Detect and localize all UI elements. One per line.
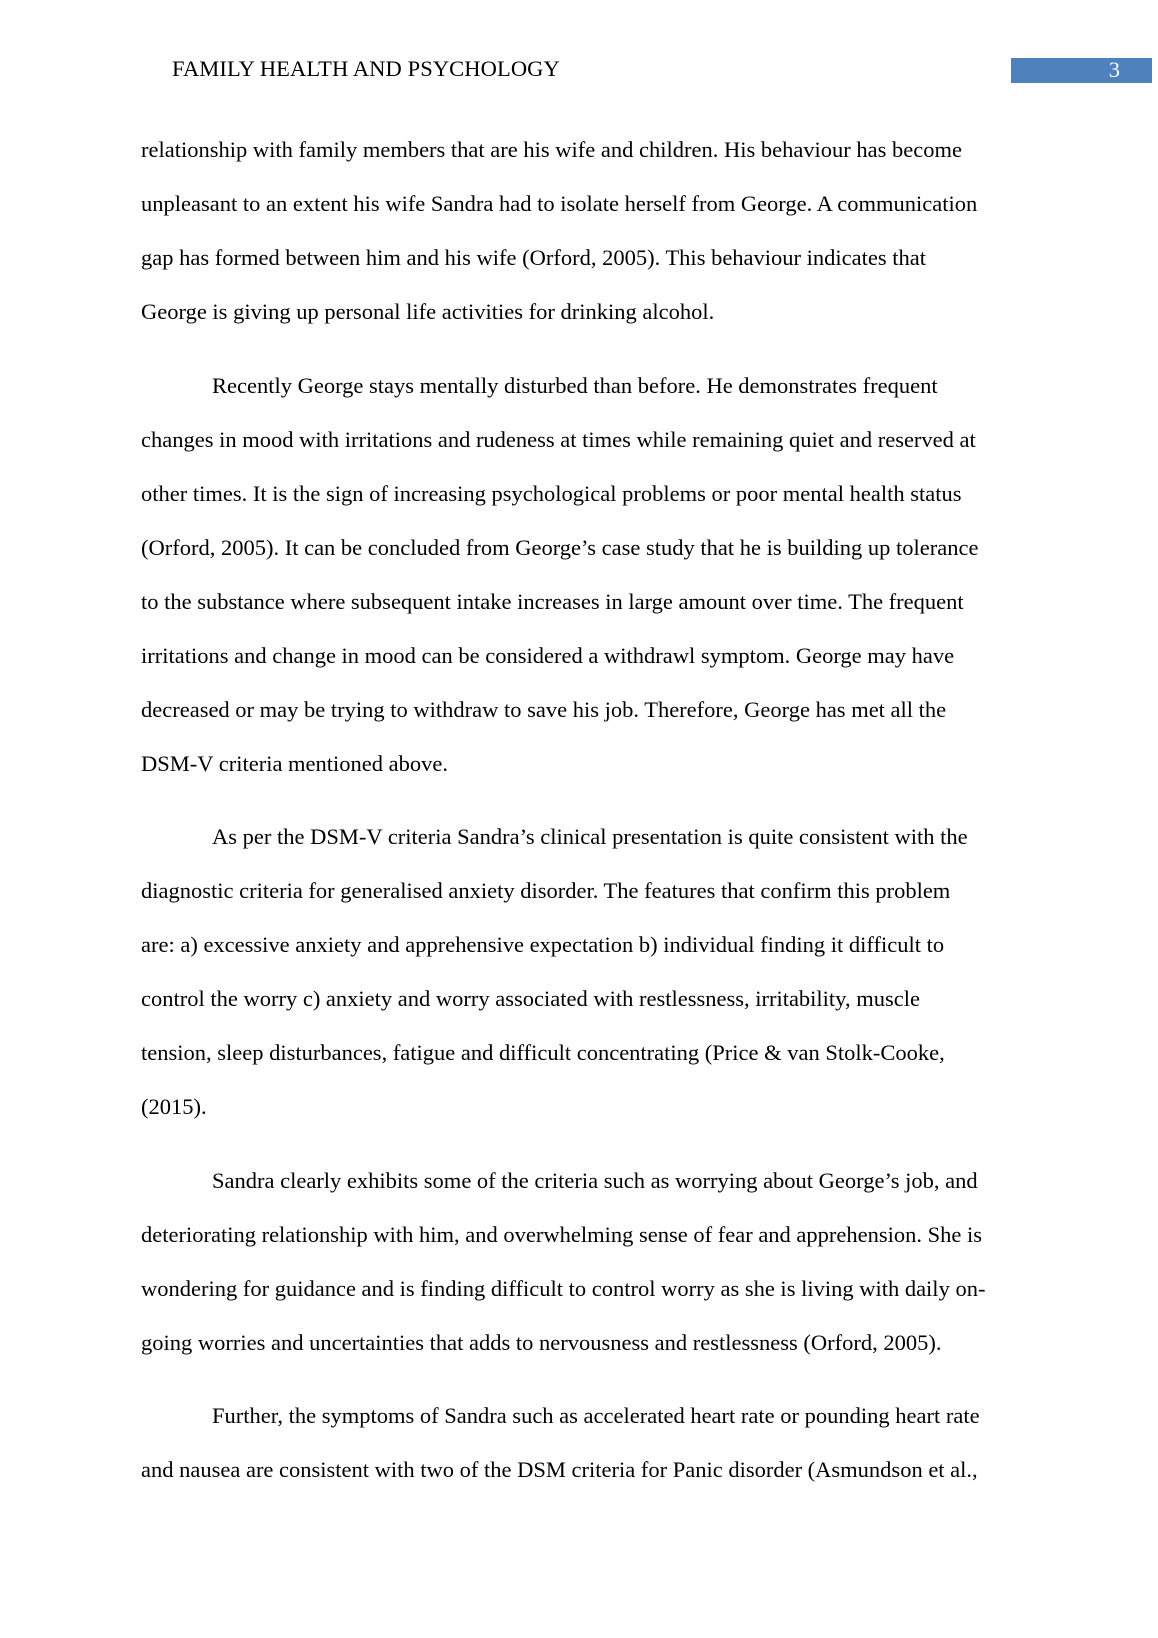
paragraph-1: [141, 135, 1041, 351]
text-line: relationship with family members that are his wife and children. His behaviour has become: [141, 137, 963, 162]
text-line: unpleasant to an extent his wife Sandra had to isolate herself from George. A communication: [141, 191, 978, 216]
page-number: 3: [1108, 57, 1120, 82]
text-line: (2015).: [141, 1094, 207, 1119]
text-line: decreased or may be trying to withdraw to save his job. Therefore, George has met all the: [141, 696, 947, 722]
text-line: diagnostic criteria for generalised anxiety disorder. The features that confirm this problem: [141, 878, 951, 903]
text-line: to the substance where subsequent intake increases in large amount over time. The frequent: [141, 588, 964, 614]
running-head-title: FAMILY HEALTH AND PSYCHOLOGY: [172, 56, 560, 81]
text-line: control the worry c) anxiety and worry associated with restlessness, irritability, muscle: [141, 986, 920, 1011]
text-line: gap has formed between him and his wife (Orford, 2005). This behaviour indicates that: [141, 245, 926, 270]
text-line: Recently George stays mentally disturbed than before. He demonstrates frequent: [212, 372, 938, 398]
text-line: irritations and change in mood can be considered a withdrawl symptom. George may have: [141, 642, 955, 668]
text-line: As per the DSM-V criteria Sandra’s clinical presentation is quite consistent with the: [212, 824, 968, 849]
text-line: Further, the symptoms of Sandra such as accelerated heart rate or pounding heart rate: [212, 1403, 980, 1428]
text-line: George is giving up personal life activities for drinking alcohol.: [141, 299, 715, 324]
paragraph-4: [141, 1166, 1041, 1382]
text-line: Sandra clearly exhibits some of the criteria such as worrying about George’s job, and: [212, 1167, 978, 1193]
text-line: changes in mood with irritations and rudeness at times while remaining quiet and reserved at: [141, 426, 976, 452]
page-number-box: [1011, 58, 1152, 83]
text-line: other times. It is the sign of increasing psychological problems or poor mental health status: [141, 480, 962, 506]
text-line: and nausea are consistent with two of the DSM criteria for Panic disorder (Asmundson et al.,: [141, 1457, 978, 1482]
text-line: tension, sleep disturbances, fatigue and difficult concentrating (Price & van Stolk-Cooke,: [141, 1040, 945, 1065]
text-line: wondering for guidance and is finding difficult to control worry as she is living with daily on-: [141, 1275, 986, 1301]
paragraph-5: [141, 1401, 1041, 1509]
document-body: [141, 135, 1041, 1529]
paragraph-2: [141, 371, 1041, 803]
text-line: (Orford, 2005). It can be concluded from George’s case study that he is building up tolerance: [141, 534, 979, 560]
text-line: DSM-V criteria mentioned above.: [141, 750, 449, 776]
paragraph-3: [141, 822, 1041, 1146]
text-line: are: a) excessive anxiety and apprehensive expectation b) individual finding it difficult to: [141, 932, 945, 957]
text-line: deteriorating relationship with him, and overwhelming sense of fear and apprehension. She is: [141, 1221, 983, 1247]
text-line: going worries and uncertainties that adds to nervousness and restlessness (Orford, 2005).: [141, 1329, 942, 1355]
